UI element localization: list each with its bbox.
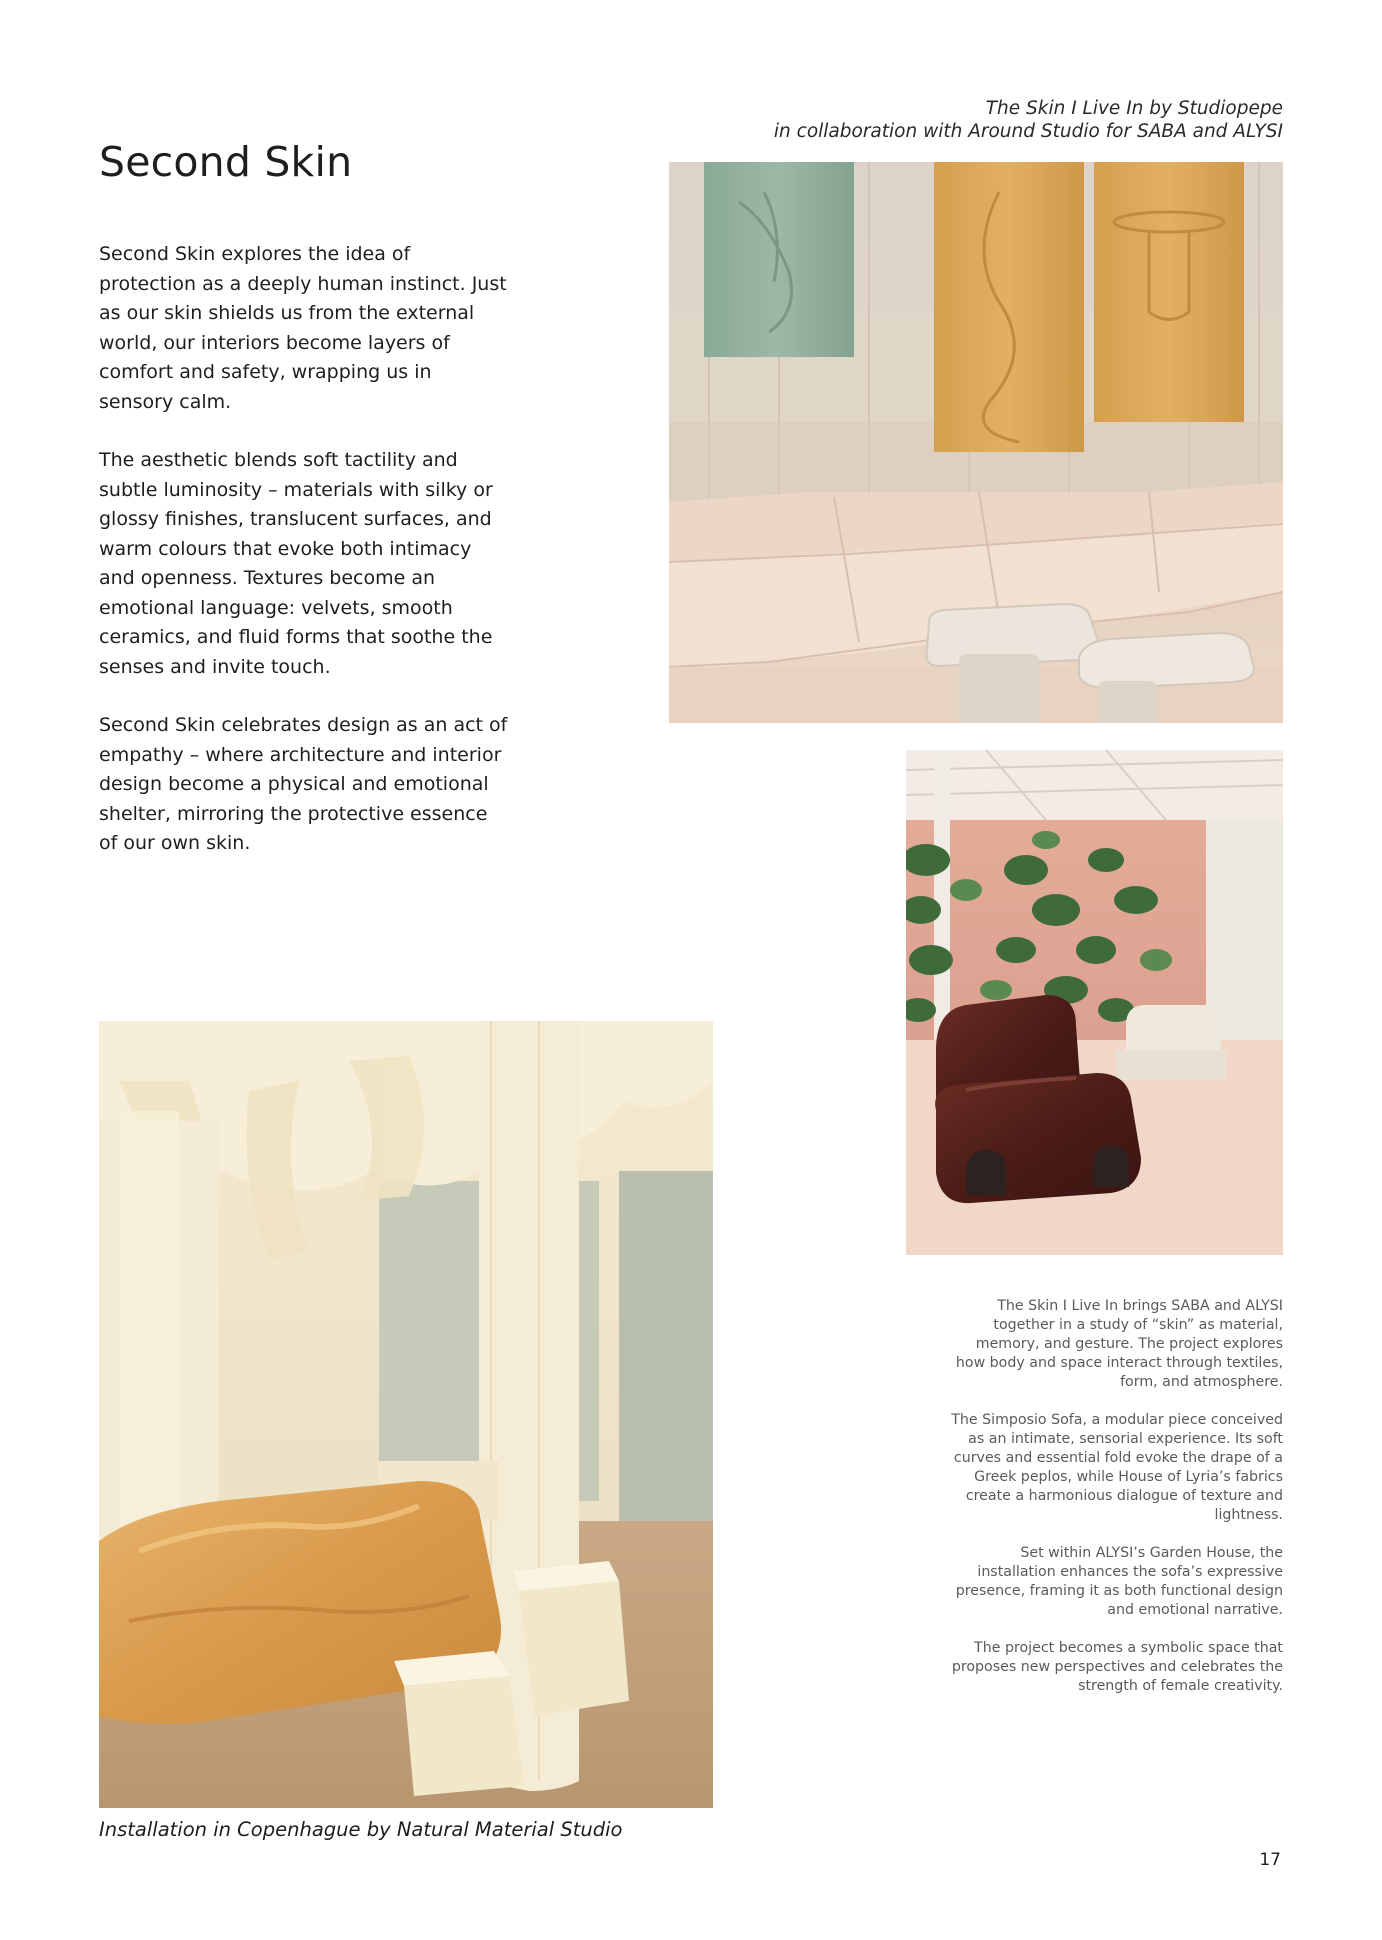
intro-paragraph: Second Skin explores the idea of protection as a deeply human instinct. Just as our skin shields us from the external world, our interiors become layers of comfort and safety, wrapping us in sensory calm. (99, 243, 507, 413)
project-paragraph: The project becomes a symbolic space that proposes new perspectives and celebrates the strength of female creativity. (951, 1640, 1283, 1694)
intro-text (99, 240, 509, 888)
photo-credit (583, 97, 1283, 143)
page-title: Second Skin (99, 138, 353, 186)
project-description (943, 1297, 1283, 1715)
project-paragraph: The Skin I Live In brings SABA and ALYSI together in a study of “skin” as material, memory, and gesture. The project explores how body and space interact through textiles, form, and atmosphere. (955, 1298, 1283, 1390)
project-paragraph: Set within ALYSI’s Garden House, the installation enhances the sofa’s expressive presence, framing it as both functional design and emotional narrative. (955, 1545, 1283, 1618)
project-paragraph: The Simposio Sofa, a modular piece conceived as an intimate, sensorial experience. Its soft curves and essential fold evoke the drape of a Greek peplos, while House of Lyria’s fabrics create a harmonious dialogue of texture and lightness. (951, 1412, 1283, 1523)
photo-caption: Installation in Copenhague by Natural Material Studio (99, 1818, 623, 1841)
armchair-garden-photo (906, 750, 1283, 1255)
sofa-installation-photo (669, 162, 1283, 723)
intro-paragraph: Second Skin celebrates design as an act of empathy – where architecture and interior design become a physical and emotional shelter, mirroring the protective essence of our own skin. (99, 714, 508, 854)
page-number: 17 (1259, 1850, 1281, 1870)
intro-paragraph: The aesthetic blends soft tactility and subtle luminosity – materials with silky or glossy finishes, translucent surfaces, and warm colours that evoke both intimacy and openness. Textures become an emotional language: velvets, smooth ceramics, and fluid forms that soothe the senses and invite touch. (99, 449, 493, 678)
credit-line-1: The Skin I Live In by Studiopepe (985, 98, 1283, 119)
credit-line-2: in collaboration with Around Studio for SABA and ALYSI (773, 121, 1283, 142)
copenhagen-installation-photo (99, 1021, 713, 1808)
